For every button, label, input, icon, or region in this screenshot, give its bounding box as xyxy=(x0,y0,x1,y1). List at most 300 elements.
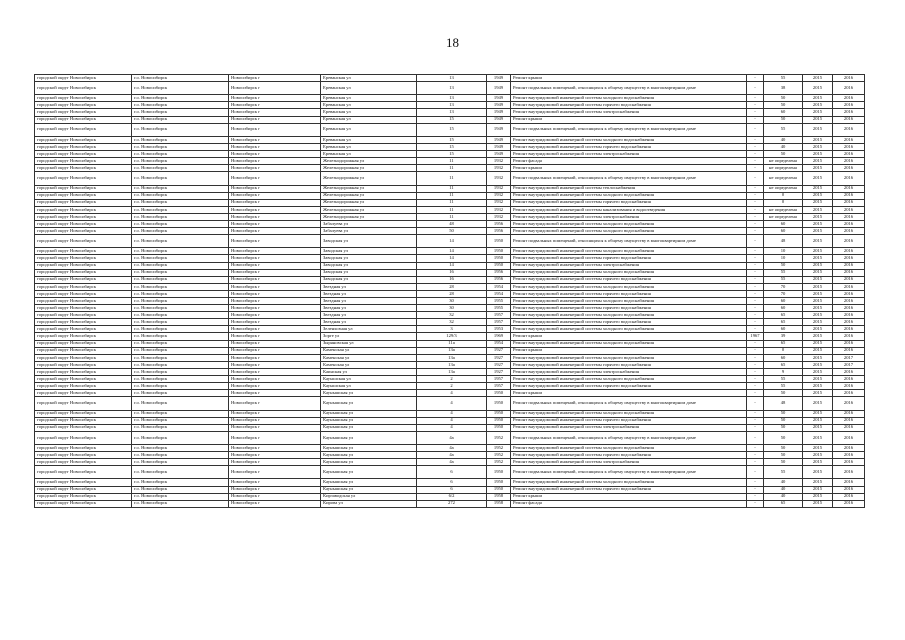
city-cell: Новосибирск г xyxy=(229,417,321,424)
build-year-cell: 1949 xyxy=(487,151,511,158)
plan-end-year-cell: 2017 xyxy=(833,354,865,361)
build-year-cell: 1927 xyxy=(487,361,511,368)
settlement-cell: г.о. Новосибирск xyxy=(132,354,229,361)
city-cell: Новосибирск г xyxy=(229,158,321,165)
plan-end-year-cell: 2016 xyxy=(833,452,865,459)
wear-percent-cell: 60 xyxy=(764,228,803,235)
wear-percent-cell: 60 xyxy=(764,298,803,305)
wear-percent-cell: не определена xyxy=(764,172,803,185)
wear-percent-cell: 48 xyxy=(764,235,803,248)
street-cell: Ереванская ул xyxy=(321,151,417,158)
table-row xyxy=(35,109,865,116)
work-type-cell: Ремонт внутридомовой инженерной системы горячего водоснабжения xyxy=(511,305,747,312)
settlement-cell: г.о. Новосибирск xyxy=(132,340,229,347)
build-year-cell: 1957 xyxy=(487,383,511,390)
settlement-cell: г.о. Новосибирск xyxy=(132,466,229,479)
city-cell: Новосибирск г xyxy=(229,431,321,444)
house-number-cell: 4а xyxy=(417,459,487,466)
plan-end-year-cell: 2016 xyxy=(833,368,865,375)
overhaul-year-cell: - xyxy=(747,444,764,451)
settlement-cell: г.о. Новосибирск xyxy=(132,276,229,283)
wear-percent-cell: 50 xyxy=(764,431,803,444)
overhaul-year-cell: - xyxy=(747,312,764,319)
work-type-cell: Ремонт подвальных помещений, относящихся к общему имуществу в многоквартирном доме xyxy=(511,172,747,185)
plan-end-year-cell: 2016 xyxy=(833,298,865,305)
municipality-cell: городской округ Новосибирск xyxy=(35,305,132,312)
table-row xyxy=(35,276,865,283)
build-year-cell: 1954 xyxy=(487,283,511,290)
plan-end-year-cell: 2016 xyxy=(833,283,865,290)
table-row xyxy=(35,319,865,326)
street-cell: Звездная ул xyxy=(321,305,417,312)
wear-percent-cell: 10 xyxy=(764,255,803,262)
table-row xyxy=(35,283,865,290)
street-cell: Кирзаводская ул xyxy=(321,493,417,500)
house-number-cell: 11 xyxy=(417,165,487,172)
municipality-cell: городской округ Новосибирск xyxy=(35,452,132,459)
house-number-cell: 6 xyxy=(417,479,487,486)
plan-start-year-cell: 2015 xyxy=(803,417,833,424)
plan-start-year-cell: 2015 xyxy=(803,459,833,466)
street-cell: Железнодорожная ул xyxy=(321,192,417,199)
build-year-cell: 1950 xyxy=(487,255,511,262)
build-year-cell: 1958 xyxy=(487,500,511,507)
table-row xyxy=(35,333,865,340)
overhaul-year-cell: - xyxy=(747,228,764,235)
city-cell: Новосибирск г xyxy=(229,493,321,500)
build-year-cell: 1956 xyxy=(487,276,511,283)
plan-start-year-cell: 2015 xyxy=(803,368,833,375)
house-number-cell: 13а xyxy=(417,354,487,361)
plan-end-year-cell: 2016 xyxy=(833,199,865,206)
build-year-cell: 1952 xyxy=(487,459,511,466)
house-number-cell: 14 xyxy=(417,235,487,248)
house-number-cell: 11 xyxy=(417,213,487,220)
wear-percent-cell: 50 xyxy=(764,116,803,123)
city-cell: Новосибирск г xyxy=(229,235,321,248)
house-number-cell: 48 xyxy=(417,220,487,227)
house-number-cell: 50 xyxy=(417,228,487,235)
plan-start-year-cell: 2015 xyxy=(803,390,833,397)
house-number-cell: 30 xyxy=(417,298,487,305)
plan-start-year-cell: 2015 xyxy=(803,123,833,136)
city-cell: Новосибирск г xyxy=(229,376,321,383)
overhaul-year-cell: - xyxy=(747,143,764,150)
settlement-cell: г.о. Новосибирск xyxy=(132,326,229,333)
city-cell: Новосибирск г xyxy=(229,213,321,220)
house-number-cell: 4 xyxy=(417,410,487,417)
wear-percent-cell: 60 xyxy=(764,326,803,333)
street-cell: Заводская ул xyxy=(321,235,417,248)
municipality-cell: городской округ Новосибирск xyxy=(35,82,132,95)
work-type-cell: Ремонт внутридомовой инженерной системы холодного водоснабжения xyxy=(511,269,747,276)
plan-end-year-cell: 2016 xyxy=(833,213,865,220)
plan-end-year-cell: 2016 xyxy=(833,116,865,123)
settlement-cell: г.о. Новосибирск xyxy=(132,95,229,102)
work-type-cell: Ремонт внутридомовой инженерной системы холодного водоснабжения xyxy=(511,354,747,361)
wear-percent-cell: 10 xyxy=(764,248,803,255)
overhaul-year-cell: - xyxy=(747,305,764,312)
municipality-cell: городской округ Новосибирск xyxy=(35,151,132,158)
street-cell: Ереванская ул xyxy=(321,95,417,102)
wear-percent-cell: 40 xyxy=(764,479,803,486)
work-type-cell: Ремонт внутридомовой инженерной системы холодного водоснабжения xyxy=(511,410,747,417)
municipality-cell: городской округ Новосибирск xyxy=(35,109,132,116)
plan-end-year-cell: 2016 xyxy=(833,123,865,136)
wear-percent-cell: 60 xyxy=(764,305,803,312)
settlement-cell: г.о. Новосибирск xyxy=(132,158,229,165)
street-cell: Зорге ул xyxy=(321,333,417,340)
build-year-cell: 1932 xyxy=(487,172,511,185)
plan-end-year-cell: 2016 xyxy=(833,444,865,451)
municipality-cell: городской округ Новосибирск xyxy=(35,185,132,192)
work-type-cell: Ремонт внутридомовой инженерной системы канализования и водоотведения xyxy=(511,206,747,213)
street-cell: Железнодорожная ул xyxy=(321,172,417,185)
settlement-cell: г.о. Новосибирск xyxy=(132,199,229,206)
street-cell: Ереванская ул xyxy=(321,143,417,150)
plan-end-year-cell: 2016 xyxy=(833,235,865,248)
plan-start-year-cell: 2015 xyxy=(803,305,833,312)
build-year-cell: 1950 xyxy=(487,479,511,486)
table-row xyxy=(35,151,865,158)
municipality-cell: городской округ Новосибирск xyxy=(35,340,132,347)
municipality-cell: городской округ Новосибирск xyxy=(35,165,132,172)
plan-end-year-cell: 2016 xyxy=(833,390,865,397)
plan-end-year-cell: 2016 xyxy=(833,290,865,297)
street-cell: Каунышская ул xyxy=(321,459,417,466)
wear-percent-cell: 38 xyxy=(764,82,803,95)
overhaul-year-cell: - xyxy=(747,192,764,199)
municipality-cell: городской округ Новосибирск xyxy=(35,319,132,326)
build-year-cell: 1949 xyxy=(487,116,511,123)
build-year-cell: 1949 xyxy=(487,82,511,95)
table-body xyxy=(35,75,865,508)
table-row xyxy=(35,326,865,333)
work-type-cell: Ремонт внутридомовой инженерной системы электроснабжения xyxy=(511,151,747,158)
table-row xyxy=(35,397,865,410)
street-cell: Каунышская ул xyxy=(321,486,417,493)
settlement-cell: г.о. Новосибирск xyxy=(132,444,229,451)
table-row xyxy=(35,199,865,206)
city-cell: Новосибирск г xyxy=(229,228,321,235)
wear-percent-cell: 65 xyxy=(764,340,803,347)
plan-end-year-cell: 2016 xyxy=(833,459,865,466)
work-type-cell: Ремонт внутридомовой инженерной системы горячего водоснабжения xyxy=(511,143,747,150)
wear-percent-cell: 55 xyxy=(764,276,803,283)
plan-end-year-cell: 2016 xyxy=(833,319,865,326)
table-row xyxy=(35,459,865,466)
work-type-cell: Ремонт внутридомовой инженерной системы холодного водоснабжения xyxy=(511,376,747,383)
municipality-cell: городской округ Новосибирск xyxy=(35,383,132,390)
plan-end-year-cell: 2016 xyxy=(833,143,865,150)
municipality-cell: городской округ Новосибирск xyxy=(35,228,132,235)
table-row xyxy=(35,228,865,235)
plan-end-year-cell: 2016 xyxy=(833,75,865,82)
street-cell: Каменская ул xyxy=(321,354,417,361)
plan-end-year-cell: 2016 xyxy=(833,262,865,269)
plan-end-year-cell: 2016 xyxy=(833,206,865,213)
work-type-cell: Ремонт внутридомовой инженерной системы холодного водоснабжения xyxy=(511,444,747,451)
settlement-cell: г.о. Новосибирск xyxy=(132,500,229,507)
street-cell: Ереванская ул xyxy=(321,82,417,95)
work-type-cell: Ремонт внутридомовой инженерной системы холодного водоснабжения xyxy=(511,228,747,235)
municipality-cell: городской округ Новосибирск xyxy=(35,75,132,82)
municipality-cell: городской округ Новосибирск xyxy=(35,431,132,444)
wear-percent-cell: не определена xyxy=(764,185,803,192)
table-row xyxy=(35,361,865,368)
plan-end-year-cell: 2016 xyxy=(833,255,865,262)
overhaul-year-cell: - xyxy=(747,500,764,507)
plan-start-year-cell: 2015 xyxy=(803,383,833,390)
city-cell: Новосибирск г xyxy=(229,165,321,172)
wear-percent-cell: 40 xyxy=(764,136,803,143)
city-cell: Новосибирск г xyxy=(229,390,321,397)
wear-percent-cell: не определена xyxy=(764,206,803,213)
plan-start-year-cell: 2015 xyxy=(803,347,833,354)
settlement-cell: г.о. Новосибирск xyxy=(132,102,229,109)
street-cell: Каунышская ул xyxy=(321,479,417,486)
build-year-cell: 1956 xyxy=(487,228,511,235)
overhaul-year-cell: - xyxy=(747,82,764,95)
municipality-cell: городской округ Новосибирск xyxy=(35,235,132,248)
work-type-cell: Ремонт подвальных помещений, относящихся к общему имуществу в многоквартирном доме xyxy=(511,397,747,410)
municipality-cell: городской округ Новосибирск xyxy=(35,417,132,424)
wear-percent-cell: не определена xyxy=(764,165,803,172)
table-row xyxy=(35,255,865,262)
municipality-cell: городской округ Новосибирск xyxy=(35,123,132,136)
house-number-cell: 2 xyxy=(417,376,487,383)
city-cell: Новосибирск г xyxy=(229,383,321,390)
city-cell: Новосибирск г xyxy=(229,319,321,326)
table-row xyxy=(35,390,865,397)
table-row xyxy=(35,479,865,486)
wear-percent-cell: 50 xyxy=(764,262,803,269)
municipality-cell: городской округ Новосибирск xyxy=(35,255,132,262)
plan-start-year-cell: 2015 xyxy=(803,220,833,227)
settlement-cell: г.о. Новосибирск xyxy=(132,213,229,220)
overhaul-year-cell: - xyxy=(747,276,764,283)
plan-start-year-cell: 2015 xyxy=(803,185,833,192)
wear-percent-cell: 50 xyxy=(764,102,803,109)
city-cell: Новосибирск г xyxy=(229,340,321,347)
wear-percent-cell: 55 xyxy=(764,466,803,479)
work-type-cell: Ремонт внутридомовой инженерной системы горячего водоснабжения xyxy=(511,276,747,283)
municipality-cell: городской округ Новосибирск xyxy=(35,312,132,319)
work-type-cell: Ремонт внутридомовой инженерной системы холодного водоснабжения xyxy=(511,136,747,143)
build-year-cell: 1954 xyxy=(487,340,511,347)
table-row xyxy=(35,192,865,199)
street-cell: Железнодорожная ул xyxy=(321,206,417,213)
overhaul-year-cell: - xyxy=(747,397,764,410)
wear-percent-cell: 40 xyxy=(764,486,803,493)
street-cell: Каунышская ул xyxy=(321,424,417,431)
city-cell: Новосибирск г xyxy=(229,298,321,305)
plan-start-year-cell: 2015 xyxy=(803,109,833,116)
municipality-cell: городской округ Новосибирск xyxy=(35,493,132,500)
city-cell: Новосибирск г xyxy=(229,283,321,290)
municipality-cell: городской округ Новосибирск xyxy=(35,354,132,361)
street-cell: Забалуева ул xyxy=(321,228,417,235)
plan-end-year-cell: 2016 xyxy=(833,500,865,507)
city-cell: Новосибирск г xyxy=(229,116,321,123)
settlement-cell: г.о. Новосибирск xyxy=(132,192,229,199)
plan-start-year-cell: 2015 xyxy=(803,486,833,493)
work-type-cell: Ремонт крыши xyxy=(511,116,747,123)
municipality-cell: городской округ Новосибирск xyxy=(35,466,132,479)
build-year-cell: 1955 xyxy=(487,298,511,305)
table-row xyxy=(35,312,865,319)
municipality-cell: городской округ Новосибирск xyxy=(35,290,132,297)
settlement-cell: г.о. Новосибирск xyxy=(132,333,229,340)
work-type-cell: Ремонт внутридомовой инженерной системы холодного водоснабжения xyxy=(511,340,747,347)
settlement-cell: г.о. Новосибирск xyxy=(132,206,229,213)
house-number-cell: 13а xyxy=(417,347,487,354)
wear-percent-cell: 60 xyxy=(764,220,803,227)
build-year-cell: 1950 xyxy=(487,397,511,410)
plan-end-year-cell: 2016 xyxy=(833,192,865,199)
plan-end-year-cell: 2016 xyxy=(833,312,865,319)
wear-percent-cell: 65 xyxy=(764,312,803,319)
work-type-cell: Ремонт внутридомовой инженерной системы горячего водоснабжения xyxy=(511,290,747,297)
street-cell: Железнодорожная ул xyxy=(321,158,417,165)
settlement-cell: г.о. Новосибирск xyxy=(132,262,229,269)
work-type-cell: Ремонт крыши xyxy=(511,390,747,397)
street-cell: Звездная ул xyxy=(321,290,417,297)
plan-end-year-cell: 2016 xyxy=(833,493,865,500)
house-number-cell: 11а xyxy=(417,340,487,347)
city-cell: Новосибирск г xyxy=(229,109,321,116)
plan-end-year-cell: 2016 xyxy=(833,269,865,276)
street-cell: Заводская ул xyxy=(321,276,417,283)
table-row xyxy=(35,431,865,444)
work-type-cell: Ремонт внутридомовой инженерной системы холодного водоснабжения xyxy=(511,192,747,199)
overhaul-year-cell: - xyxy=(747,75,764,82)
house-number-cell: 3 xyxy=(417,326,487,333)
house-number-cell: 15 xyxy=(417,123,487,136)
settlement-cell: г.о. Новосибирск xyxy=(132,116,229,123)
settlement-cell: г.о. Новосибирск xyxy=(132,424,229,431)
city-cell: Новосибирск г xyxy=(229,151,321,158)
street-cell: Железнодорожная ул xyxy=(321,185,417,192)
plan-start-year-cell: 2015 xyxy=(803,199,833,206)
build-year-cell: 1952 xyxy=(487,444,511,451)
city-cell: Новосибирск г xyxy=(229,123,321,136)
plan-end-year-cell: 2016 xyxy=(833,383,865,390)
overhaul-year-cell: - xyxy=(747,417,764,424)
overhaul-year-cell: - xyxy=(747,424,764,431)
city-cell: Новосибирск г xyxy=(229,452,321,459)
work-type-cell: Ремонт внутридомовой инженерной системы холодного водоснабжения xyxy=(511,283,747,290)
house-number-cell: 6 xyxy=(417,466,487,479)
table-row xyxy=(35,376,865,383)
plan-start-year-cell: 2015 xyxy=(803,151,833,158)
overhaul-year-cell: - xyxy=(747,452,764,459)
city-cell: Новосибирск г xyxy=(229,248,321,255)
work-type-cell: Ремонт внутридомовой инженерной системы холодного водоснабжения xyxy=(511,220,747,227)
municipality-cell: городской округ Новосибирск xyxy=(35,158,132,165)
overhaul-year-cell: - xyxy=(747,255,764,262)
city-cell: Новосибирск г xyxy=(229,347,321,354)
work-type-cell: Ремонт внутридомовой инженерной системы электроснабжения xyxy=(511,109,747,116)
overhaul-year-cell: - xyxy=(747,213,764,220)
work-type-cell: Ремонт внутридомовой инженерной системы горячего водоснабжения xyxy=(511,319,747,326)
work-type-cell: Ремонт внутридомовой инженерной системы горячего водоснабжения xyxy=(511,383,747,390)
street-cell: Звездная ул xyxy=(321,319,417,326)
house-number-cell: 4а xyxy=(417,444,487,451)
city-cell: Новосибирск г xyxy=(229,459,321,466)
work-type-cell: Ремонт подвальных помещений, относящихся к общему имуществу в многоквартирном доме xyxy=(511,431,747,444)
plan-start-year-cell: 2015 xyxy=(803,116,833,123)
overhaul-year-cell: - xyxy=(747,290,764,297)
wear-percent-cell: не определена xyxy=(764,213,803,220)
street-cell: Каменская ул xyxy=(321,347,417,354)
settlement-cell: г.о. Новосибирск xyxy=(132,410,229,417)
build-year-cell: 1954 xyxy=(487,290,511,297)
municipality-cell: городской округ Новосибирск xyxy=(35,116,132,123)
plan-start-year-cell: 2015 xyxy=(803,312,833,319)
city-cell: Новосибирск г xyxy=(229,444,321,451)
street-cell: Каунышская ул xyxy=(321,390,417,397)
wear-percent-cell: 50 xyxy=(764,424,803,431)
street-cell: Ереванская ул xyxy=(321,123,417,136)
table-row xyxy=(35,269,865,276)
table-row xyxy=(35,290,865,297)
work-type-cell: Ремонт внутридомовой инженерной системы холодного водоснабжения xyxy=(511,326,747,333)
overhaul-year-cell: - xyxy=(747,466,764,479)
table-row xyxy=(35,417,865,424)
city-cell: Новосибирск г xyxy=(229,479,321,486)
build-year-cell: 1957 xyxy=(487,319,511,326)
plan-end-year-cell: 2016 xyxy=(833,347,865,354)
overhaul-year-cell: - xyxy=(747,319,764,326)
settlement-cell: г.о. Новосибирск xyxy=(132,235,229,248)
house-number-cell: 11 xyxy=(417,185,487,192)
plan-start-year-cell: 2015 xyxy=(803,479,833,486)
street-cell: Каунышская ул xyxy=(321,452,417,459)
build-year-cell: 1950 xyxy=(487,410,511,417)
street-cell: Кауышская ул xyxy=(321,383,417,390)
overhaul-year-cell: - xyxy=(747,354,764,361)
municipality-cell: городской округ Новосибирск xyxy=(35,269,132,276)
house-number-cell: 4 xyxy=(417,390,487,397)
work-type-cell: Ремонт внутридомовой инженерной системы горячего водоснабжения xyxy=(511,361,747,368)
wear-percent-cell: 0 xyxy=(764,347,803,354)
settlement-cell: г.о. Новосибирск xyxy=(132,479,229,486)
street-cell: Каунышская ул xyxy=(321,444,417,451)
plan-start-year-cell: 2015 xyxy=(803,444,833,451)
plan-start-year-cell: 2015 xyxy=(803,424,833,431)
repair-schedule-table-wrap xyxy=(34,74,864,508)
house-number-cell: 13а xyxy=(417,368,487,375)
plan-start-year-cell: 2015 xyxy=(803,172,833,185)
table-row xyxy=(35,75,865,82)
street-cell: Каунышская ул xyxy=(321,397,417,410)
street-cell: Каунышская ул xyxy=(321,466,417,479)
build-year-cell: 1950 xyxy=(487,466,511,479)
build-year-cell: 1953 xyxy=(487,326,511,333)
house-number-cell: 11 xyxy=(417,172,487,185)
table-row xyxy=(35,143,865,150)
overhaul-year-cell: - xyxy=(747,298,764,305)
work-type-cell: Ремонт подвальных помещений, относящихся к общему имуществу в многоквартирном доме xyxy=(511,123,747,136)
settlement-cell: г.о. Новосибирск xyxy=(132,165,229,172)
street-cell: Каменская ул xyxy=(321,361,417,368)
plan-start-year-cell: 2015 xyxy=(803,82,833,95)
build-year-cell: 1927 xyxy=(487,354,511,361)
build-year-cell: 1952 xyxy=(487,431,511,444)
overhaul-year-cell: - xyxy=(747,347,764,354)
plan-start-year-cell: 2015 xyxy=(803,466,833,479)
